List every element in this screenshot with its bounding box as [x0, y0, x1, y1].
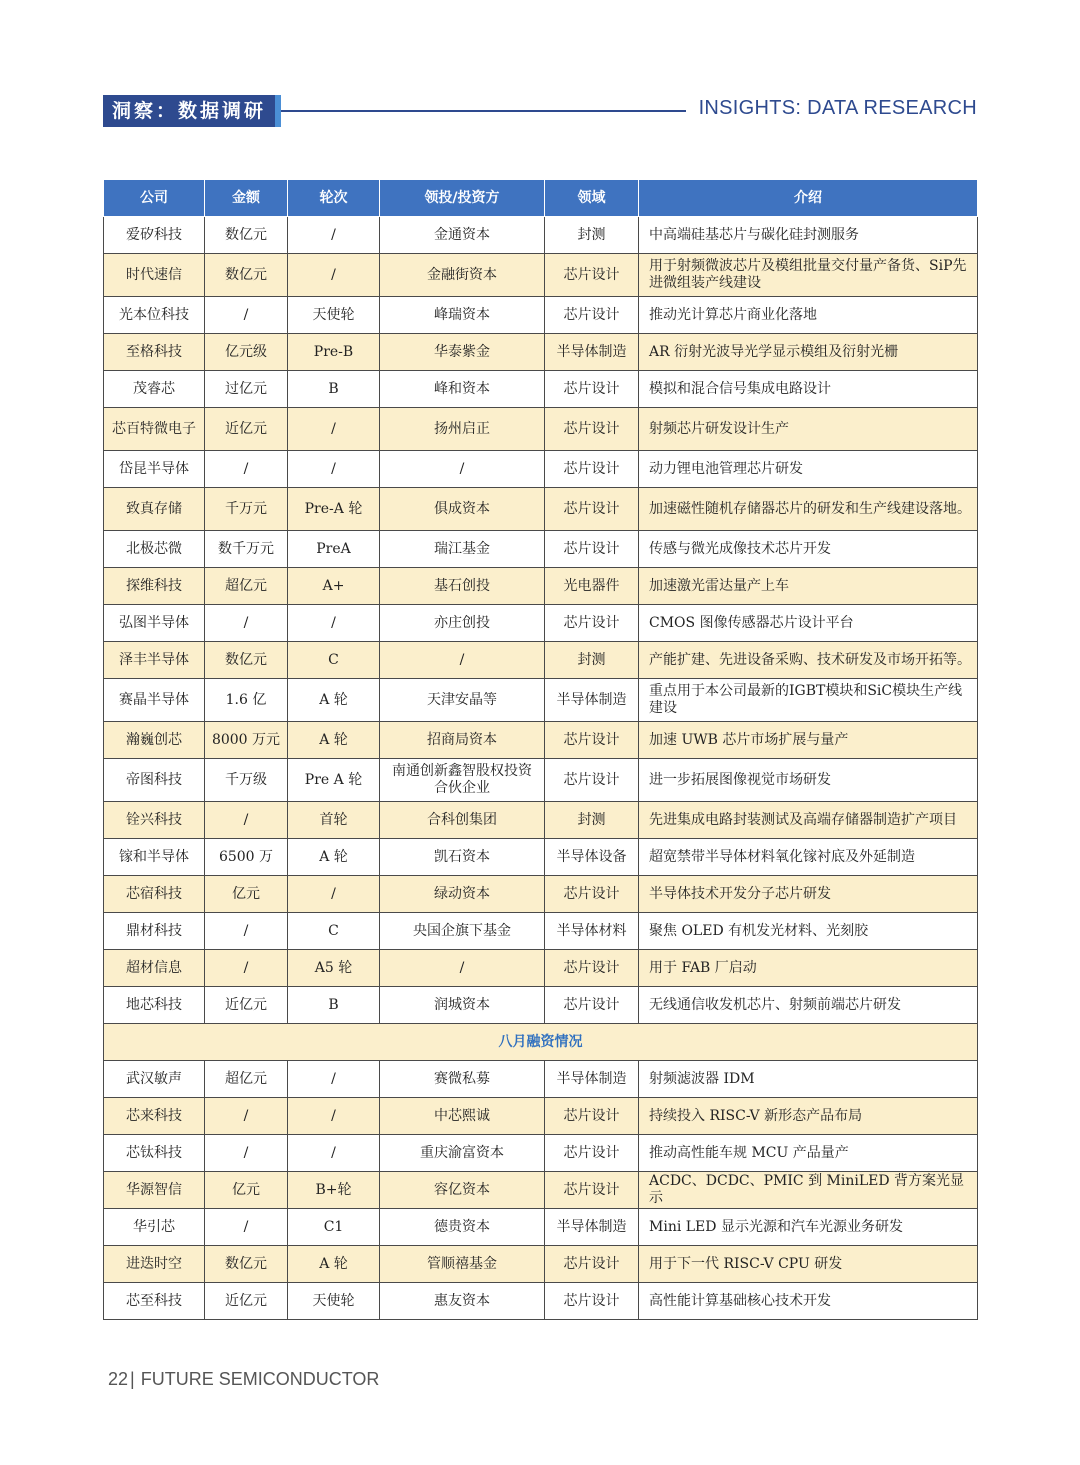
column-header-investor: 领投/投资方: [380, 180, 545, 217]
investor-cell: 央国企旗下基金: [380, 913, 545, 950]
investor-cell: 南通创新鑫智股权投资合伙企业: [380, 759, 545, 802]
amount-cell: /: [205, 950, 288, 987]
company-cell: 至格科技: [104, 334, 205, 371]
column-header-amount: 金额: [205, 180, 288, 217]
round-cell: /: [288, 1135, 380, 1172]
investor-cell: 德贵资本: [380, 1209, 545, 1246]
field-cell: 芯片设计: [545, 408, 639, 451]
round-cell: Pre A 轮: [288, 759, 380, 802]
company-cell: 帝图科技: [104, 759, 205, 802]
intro-cell: 用于下一代 RISC-V CPU 研发: [639, 1246, 978, 1283]
intro-cell: 产能扩建、先进设备采购、技术研发及市场开拓等。: [639, 642, 978, 679]
table-row: [104, 1172, 978, 1209]
company-cell: 武汉敏声: [104, 1061, 205, 1098]
table-row: [104, 451, 978, 488]
round-cell: 天使轮: [288, 1283, 380, 1320]
intro-cell: 用于射频微波芯片及模组批量交付量产备货、SiP先进微组装产线建设: [639, 254, 978, 297]
amount-cell: 数亿元: [205, 254, 288, 297]
company-cell: 岱昆半导体: [104, 451, 205, 488]
amount-cell: 近亿元: [205, 987, 288, 1024]
intro-cell: 中高端硅基芯片与碳化硅封测服务: [639, 217, 978, 254]
table-row: [104, 679, 978, 722]
intro-cell: 聚焦 OLED 有机发光材料、光刻胶: [639, 913, 978, 950]
field-cell: 芯片设计: [545, 605, 639, 642]
investor-cell: 重庆渝富资本: [380, 1135, 545, 1172]
field-cell: 芯片设计: [545, 488, 639, 531]
section-label: 八月融资情况: [104, 1024, 978, 1061]
investor-cell: 赛微私募: [380, 1061, 545, 1098]
company-cell: 芯至科技: [104, 1283, 205, 1320]
round-cell: C1: [288, 1209, 380, 1246]
field-cell: 芯片设计: [545, 1135, 639, 1172]
column-header-field: 领域: [545, 180, 639, 217]
field-cell: 芯片设计: [545, 1283, 639, 1320]
round-cell: C: [288, 913, 380, 950]
field-cell: 芯片设计: [545, 1098, 639, 1135]
column-header-round: 轮次: [288, 180, 380, 217]
amount-cell: 数亿元: [205, 642, 288, 679]
footer-separator: |: [130, 1369, 135, 1389]
field-cell: 芯片设计: [545, 451, 639, 488]
amount-cell: /: [205, 451, 288, 488]
amount-cell: 千万元: [205, 488, 288, 531]
intro-cell: 无线通信收发机芯片、射频前端芯片研发: [639, 987, 978, 1024]
table-row: [104, 913, 978, 950]
field-cell: 光电器件: [545, 568, 639, 605]
company-cell: 弘图半导体: [104, 605, 205, 642]
round-cell: A 轮: [288, 1246, 380, 1283]
round-cell: A 轮: [288, 722, 380, 759]
table-row: [104, 488, 978, 531]
table-row: [104, 334, 978, 371]
company-cell: 地芯科技: [104, 987, 205, 1024]
amount-cell: 1.6 亿: [205, 679, 288, 722]
amount-cell: /: [205, 1098, 288, 1135]
round-cell: /: [288, 605, 380, 642]
field-cell: 半导体制造: [545, 679, 639, 722]
table-row: [104, 254, 978, 297]
round-cell: /: [288, 876, 380, 913]
round-cell: A+: [288, 568, 380, 605]
investor-cell: 中芯熙诚: [380, 1098, 545, 1135]
table-body: [104, 217, 978, 1320]
table-row: [104, 605, 978, 642]
company-cell: 华引芯: [104, 1209, 205, 1246]
table-row: [104, 1098, 978, 1135]
intro-cell: 先进集成电路封装测试及高端存储器制造扩产项目: [639, 802, 978, 839]
amount-cell: 千万级: [205, 759, 288, 802]
company-cell: 光本位科技: [104, 297, 205, 334]
round-cell: /: [288, 254, 380, 297]
investor-cell: 瑞江基金: [380, 531, 545, 568]
intro-cell: 超宽禁带半导体材料氧化镓衬底及外延制造: [639, 839, 978, 876]
round-cell: 天使轮: [288, 297, 380, 334]
field-cell: 芯片设计: [545, 950, 639, 987]
intro-cell: 模拟和混合信号集成电路设计: [639, 371, 978, 408]
table-row: [104, 408, 978, 451]
company-cell: 铨兴科技: [104, 802, 205, 839]
round-cell: Pre-B: [288, 334, 380, 371]
field-cell: 封测: [545, 802, 639, 839]
table-row: [104, 371, 978, 408]
intro-cell: 加速磁性随机存储器芯片的研发和生产线建设落地。: [639, 488, 978, 531]
page-footer: [108, 1369, 379, 1390]
field-cell: 芯片设计: [545, 876, 639, 913]
round-cell: B: [288, 987, 380, 1024]
field-cell: 半导体制造: [545, 1061, 639, 1098]
amount-cell: 6500 万: [205, 839, 288, 876]
amount-cell: /: [205, 913, 288, 950]
company-cell: 赛晶半导体: [104, 679, 205, 722]
company-cell: 时代速信: [104, 254, 205, 297]
field-cell: 芯片设计: [545, 254, 639, 297]
field-cell: 封测: [545, 642, 639, 679]
intro-cell: 持续投入 RISC-V 新形态产品布局: [639, 1098, 978, 1135]
intro-cell: 射频滤波器 IDM: [639, 1061, 978, 1098]
investor-cell: /: [380, 950, 545, 987]
table-row: [104, 1135, 978, 1172]
amount-cell: 数亿元: [205, 217, 288, 254]
intro-cell: 重点用于本公司最新的IGBT模块和SiC模块生产线建设: [639, 679, 978, 722]
intro-cell: 加速 UWB 芯片市场扩展与量产: [639, 722, 978, 759]
intro-cell: 加速激光雷达量产上车: [639, 568, 978, 605]
round-cell: A 轮: [288, 679, 380, 722]
field-cell: 封测: [545, 217, 639, 254]
company-cell: 芯宿科技: [104, 876, 205, 913]
column-header-company: 公司: [104, 180, 205, 217]
field-cell: 芯片设计: [545, 1172, 639, 1209]
round-cell: 首轮: [288, 802, 380, 839]
field-cell: 芯片设计: [545, 722, 639, 759]
company-cell: 华源智信: [104, 1172, 205, 1209]
investor-cell: 金通资本: [380, 217, 545, 254]
amount-cell: 近亿元: [205, 1283, 288, 1320]
company-cell: 泽丰半导体: [104, 642, 205, 679]
table-row: [104, 987, 978, 1024]
table-row: [104, 759, 978, 802]
round-cell: C: [288, 642, 380, 679]
intro-cell: 高性能计算基础核心技术开发: [639, 1283, 978, 1320]
table-row: [104, 1209, 978, 1246]
amount-cell: /: [205, 297, 288, 334]
column-header-intro: 介绍: [639, 180, 978, 217]
round-cell: B+轮: [288, 1172, 380, 1209]
page-number: 22: [108, 1369, 129, 1389]
section-row-august: [104, 1024, 978, 1061]
table-row: [104, 531, 978, 568]
field-cell: 芯片设计: [545, 1246, 639, 1283]
investor-cell: 金融街资本: [380, 254, 545, 297]
amount-cell: 过亿元: [205, 371, 288, 408]
amount-cell: 超亿元: [205, 568, 288, 605]
amount-cell: /: [205, 1209, 288, 1246]
field-cell: 半导体制造: [545, 1209, 639, 1246]
investor-cell: /: [380, 642, 545, 679]
amount-cell: 亿元级: [205, 334, 288, 371]
company-cell: 进迭时空: [104, 1246, 205, 1283]
header-rule: [281, 110, 686, 112]
investor-cell: 峰和资本: [380, 371, 545, 408]
table-header-row: [104, 180, 978, 217]
investor-cell: 峰瑞资本: [380, 297, 545, 334]
field-cell: 半导体制造: [545, 334, 639, 371]
intro-cell: AR 衍射光波导光学显示模组及衍射光栅: [639, 334, 978, 371]
publication-name: FUTURE SEMICONDUCTOR: [140, 1369, 380, 1389]
company-cell: 镓和半导体: [104, 839, 205, 876]
intro-cell: 用于 FAB 厂启动: [639, 950, 978, 987]
investor-cell: 管顺禧基金: [380, 1246, 545, 1283]
field-cell: 芯片设计: [545, 531, 639, 568]
company-cell: 爱矽科技: [104, 217, 205, 254]
company-cell: 芯来科技: [104, 1098, 205, 1135]
round-cell: A 轮: [288, 839, 380, 876]
field-cell: 半导体设备: [545, 839, 639, 876]
table-row: [104, 839, 978, 876]
table-row: [104, 1283, 978, 1320]
intro-cell: 射频芯片研发设计生产: [639, 408, 978, 451]
investor-cell: 合科创集团: [380, 802, 545, 839]
table-row: [104, 568, 978, 605]
company-cell: 鼎材科技: [104, 913, 205, 950]
amount-cell: 近亿元: [205, 408, 288, 451]
field-cell: 半导体材料: [545, 913, 639, 950]
table-row: [104, 1061, 978, 1098]
intro-cell: 半导体技术开发分子芯片研发: [639, 876, 978, 913]
investor-cell: 招商局资本: [380, 722, 545, 759]
intro-cell: CMOS 图像传感器芯片设计平台: [639, 605, 978, 642]
table-row: [104, 297, 978, 334]
investor-cell: 润城资本: [380, 987, 545, 1024]
amount-cell: 亿元: [205, 1172, 288, 1209]
intro-cell: 传感与微光成像技术芯片开发: [639, 531, 978, 568]
amount-cell: 8000 万元: [205, 722, 288, 759]
company-cell: 超材信息: [104, 950, 205, 987]
table-row: [104, 802, 978, 839]
investor-cell: 凯石资本: [380, 839, 545, 876]
amount-cell: /: [205, 605, 288, 642]
company-cell: 瀚巍创芯: [104, 722, 205, 759]
investor-cell: 华泰紫金: [380, 334, 545, 371]
company-cell: 芯钛科技: [104, 1135, 205, 1172]
company-cell: 茂睿芯: [104, 371, 205, 408]
investor-cell: 基石创投: [380, 568, 545, 605]
company-cell: 北极芯微: [104, 531, 205, 568]
investor-cell: 扬州启正: [380, 408, 545, 451]
intro-cell: 动力锂电池管理芯片研发: [639, 451, 978, 488]
field-cell: 芯片设计: [545, 759, 639, 802]
amount-cell: /: [205, 1135, 288, 1172]
company-cell: 探维科技: [104, 568, 205, 605]
round-cell: Pre-A 轮: [288, 488, 380, 531]
intro-cell: 推动高性能车规 MCU 产品量产: [639, 1135, 978, 1172]
company-cell: 致真存储: [104, 488, 205, 531]
intro-cell: Mini LED 显示光源和汽车光源业务研发: [639, 1209, 978, 1246]
section-title-english: INSIGHTS: DATA RESEARCH: [698, 97, 977, 119]
investor-cell: 天津安晶等: [380, 679, 545, 722]
intro-cell: 推动光计算芯片商业化落地: [639, 297, 978, 334]
table-row: [104, 950, 978, 987]
investor-cell: 俱成资本: [380, 488, 545, 531]
amount-cell: 亿元: [205, 876, 288, 913]
amount-cell: 超亿元: [205, 1061, 288, 1098]
round-cell: /: [288, 1098, 380, 1135]
round-cell: /: [288, 408, 380, 451]
round-cell: PreA: [288, 531, 380, 568]
table-row: [104, 1246, 978, 1283]
table-row: [104, 876, 978, 913]
section-badge: 洞察：数据调研: [103, 95, 281, 127]
intro-cell: ACDC、DCDC、PMIC 到 MiniLED 背方案光显示: [639, 1172, 978, 1209]
investor-cell: /: [380, 451, 545, 488]
intro-cell: 进一步拓展图像视觉市场研发: [639, 759, 978, 802]
company-cell: 芯百特微电子: [104, 408, 205, 451]
investor-cell: 惠友资本: [380, 1283, 545, 1320]
investor-cell: 亦庄创投: [380, 605, 545, 642]
round-cell: B: [288, 371, 380, 408]
amount-cell: 数亿元: [205, 1246, 288, 1283]
round-cell: /: [288, 1061, 380, 1098]
amount-cell: /: [205, 802, 288, 839]
round-cell: /: [288, 217, 380, 254]
field-cell: 芯片设计: [545, 297, 639, 334]
investor-cell: 绿动资本: [380, 876, 545, 913]
investor-cell: 容亿资本: [380, 1172, 545, 1209]
amount-cell: 数千万元: [205, 531, 288, 568]
round-cell: /: [288, 451, 380, 488]
field-cell: 芯片设计: [545, 371, 639, 408]
field-cell: 芯片设计: [545, 987, 639, 1024]
table-row: [104, 642, 978, 679]
round-cell: A5 轮: [288, 950, 380, 987]
financing-table: [103, 179, 978, 1320]
table-row: [104, 722, 978, 759]
table-row: [104, 217, 978, 254]
